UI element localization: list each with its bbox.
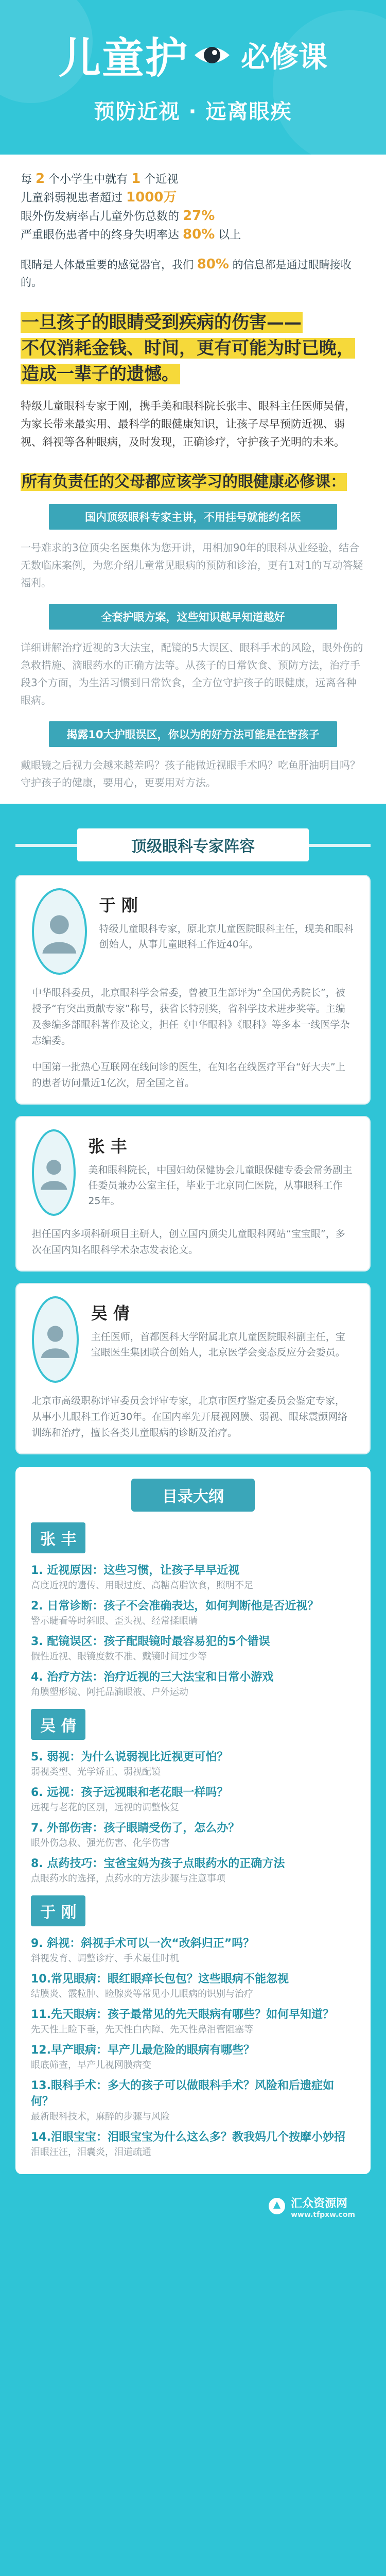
expert-portrait [32,888,87,975]
toc-card [15,1467,371,2174]
benefit-banner: 揭露10大护眼误区，你以为的好方法可能是在害孩子 [49,721,337,747]
toc-item-title: 5. 弱视：为什么说弱视比近视更可怕？ [31,1751,229,1764]
toc-item [31,2128,355,2160]
toc-item-subtitle: 结膜炎、霰粒肿、睑腺炎等常见小儿眼病的识别与治疗 [31,1989,253,1999]
text: 眼睛是人体最重要的感觉器官，我们 [21,259,194,271]
stat-number: 1000万 [126,190,177,205]
benefit-text: 一号难求的3位顶尖名医集体为您开讲，用相加90年的眼科从业经验，结合无数临床案例，为您介绍儿童常见眼病的预防和诊治，更有1对1的互动答疑福利。 [21,541,363,589]
toc-item [31,1855,355,1886]
toc-item-subtitle: 泪眼汪汪，泪囊炎，泪道疏通 [31,2147,151,2158]
toc-item-subtitle: 弱视类型、光学矫正、弱视配镜 [31,1767,161,1777]
toc-item-title: 10.常见眼病：眼红眼痒长包包？这些眼病不能忽视 [31,1973,289,1986]
benefit-banner: 全套护眼方案，这些知识越早知道越好 [49,604,337,630]
intro-paragraph: 特级儿童眼科专家于刚，携手美和眼科院长张丰、眼科主任医师吴倩，为家长带来最实用、最科学的眼健康知识，让孩子尽早预防近视、弱视、斜视等各种眼病，及时发现，正确诊疗，守护孩子光明的未来。 [21,400,356,448]
toc-item [31,1668,355,1700]
expert-title: 主任医师，首都医科大学附属北京儿童医院眼科副主任，宝宝眼医生集团联合创始人，北京医学会变态反应分会委员。 [91,1331,345,1358]
expert-portrait [32,1296,79,1383]
toc-item-title: 3. 配镜误区：孩子配眼镜时最容易犯的5个错误 [31,1635,270,1648]
toc-section [31,1709,355,1886]
text: 每 [21,173,32,186]
toc-item-subtitle: 先天性上睑下垂，先天性白内障、先天性鼻泪管阻塞等 [31,2024,253,2035]
expert-title: 特级儿童眼科专家，原北京儿童医院眼科主任，现美和眼科创始人，从事儿童眼科工作近40年。 [99,923,354,950]
hero-title [0,25,386,85]
toc-item [31,1748,355,1780]
toc-item [31,1819,355,1851]
expert-card [15,875,371,1105]
expert-header [32,1296,354,1383]
toc-item-title: 13.眼科手术：多大的孩子可以做眼科手术？风险和后遗症如何？ [31,2079,334,2108]
expert-title: 美和眼科院长，中国妇幼保健协会儿童眼保健专委会常务副主任委员兼办公室主任，毕业于北京同仁医院，从事眼科工作25年。 [88,1164,353,1207]
slogan [21,310,365,387]
toc-item-subtitle: 高度近视的遗传、用眼过度、高糖高脂饮食，照明不足 [31,1580,253,1591]
person-icon [34,1134,74,1211]
toc-item [31,1935,355,1966]
person-icon [34,1301,77,1378]
benefit-item [21,604,365,709]
expert-bio: 担任国内多项科研项目主研人，创立国内顶尖儿童眼科网站“宝宝眼”，多次在国内知名眼科学术杂志发表论文。 [32,1228,345,1256]
section-title-text: 所有负责任的父母都应该学习的眼健康必修课： [22,473,346,491]
toc-item-subtitle: 眼外伤急救、强光伤害、化学伤害 [31,1838,170,1849]
hero-subtitle: 预防近视 · 远离眼疾 [94,100,292,124]
stat-line-3 [21,207,365,226]
toc-item [31,1597,355,1629]
text: 个近视 [144,173,179,186]
toc-item-title: 1. 近视原因：这些习惯，让孩子早早近视 [31,1564,240,1577]
toc-item-title: 7. 外部伤害：孩子眼睛受伤了，怎么办？ [31,1822,240,1835]
toc-item-title: 4. 治疗方法：治疗近视的三大法宝和日常小游戏 [31,1671,274,1684]
expert-card [15,1283,371,1454]
footer [15,2184,371,2231]
expert-name: 于 刚 [99,895,138,915]
text: 儿童斜弱视患者超过 [21,192,123,205]
experts-header [15,819,371,863]
toc-item-title: 14.泪眼宝宝：泪眼宝宝为什么这么多？教我妈几个按摩小妙招 [31,2131,345,2144]
slogan-line: 不仅消耗金钱、时间，更有可能为时已晚， [22,338,354,359]
toc-section-badge: 吴 倩 [31,1709,85,1740]
toc-item-title: 12.早产眼病：早产儿最危险的眼病有哪些？ [31,2044,255,2057]
watermark-url: www.tfpxw.com [291,2211,355,2219]
experts-section [0,804,386,2241]
toc-item-subtitle: 假性近视、眼镜度数不准、戴镜时间过少等 [31,1651,207,1662]
text: 以上 [218,229,241,242]
watermark-brand: 汇众资源网 [291,2197,348,2210]
stat-number: 1 [131,171,141,187]
toc-item-subtitle: 最新眼科技术，麻醉的步骤与风险 [31,2111,170,2122]
stat-line-4 [21,226,365,244]
toc-item-title: 11.先天眼病：孩子最常见的先天眼病有哪些？如何早知道？ [31,2008,334,2021]
toc-item [31,1562,355,1593]
hero-title-part1: 儿童护 [58,34,188,83]
hero-title-small: 必修课 [241,40,327,74]
toc-item-subtitle: 角膜塑形镜、阿托品滴眼液、户外运动 [31,1687,188,1698]
benefit-banner: 国内顶级眼科专家主讲，不用挂号就能约名医 [49,504,337,530]
toc-section [31,1895,355,2160]
stat-line-2 [21,189,365,207]
toc-item-title: 8. 点药技巧：宝爸宝妈为孩子点眼药水的正确方法 [31,1857,285,1870]
stat-line-1 [21,170,365,189]
expert-bio: 中华眼科委员，北京眼科学会常委，曾被卫生部评为“全国优秀院长”，被授予“有突出贡献专家”称号，获省长特别奖，省科学技术进步奖等。主编及参编多部眼科著作及论文，担任《中华眼科》《眼科》等多本一线医学杂志编委。 [32,987,350,1046]
expert-card [15,1116,371,1272]
slogan-line: 一旦孩子的眼睛受到疾病的伤害—— [22,312,302,333]
experts-title: 顶级眼科专家阵容 [77,828,309,861]
toc-item-subtitle: 点眼药水的选择，点药水的方法步骤与注意事项 [31,1873,225,1884]
toc-item [31,2041,355,2073]
text: 眼外伤发病率占儿童外伤总数的 [21,210,180,223]
stat-number: 80% [197,257,229,272]
text: 的信息都是通过眼睛接收的。 [21,259,352,289]
toc-list [31,1562,355,1700]
stat-number: 80% [183,227,215,242]
intro-note [21,256,365,291]
stat-number: 2 [36,171,45,187]
expert-bio: 北京市高级职称评审委员会评审专家，北京市医疗鉴定委员会鉴定专家，从事小儿眼科工作近30年。在国内率先开展视网膜、弱视、眼球震颤网络训练和治疗，擅长各类儿童眼病的诊断及治疗。 [32,1395,348,1438]
toc-item-title: 2. 日常诊断：孩子不会准确表达，如何判断他是否近视？ [31,1600,319,1613]
toc-list [31,1748,355,1886]
expert-name: 吴 倩 [91,1303,130,1323]
eye-icon [191,35,233,76]
hero-banner [0,0,386,155]
expert-bio: 中国第一批热心互联网在线问诊的医生，在知名在线医疗平台“好大夫”上的患者访问量近1亿次，居全国之首。 [32,1061,345,1089]
toc-item-subtitle: 眼底筛查，早产儿视网膜病变 [31,2060,151,2071]
toc-section [31,1522,355,1700]
toc-item [31,1633,355,1664]
toc-item-subtitle: 斜视发育、调整诊疗、手术最佳时机 [31,1953,179,1964]
toc-title: 目录大纲 [131,1479,255,1512]
watermark-logo [268,2195,355,2219]
toc-item-subtitle: 警示睫看等时斜眼、歪头视、经常揉眼睛 [31,1616,198,1626]
stat-number: 27% [183,208,215,224]
toc-item-title: 9. 斜视：斜视手术可以一次“改斜归正”吗？ [31,1937,255,1950]
intro-block [0,155,386,804]
toc-item [31,2077,355,2124]
slogan-line: 造成一辈子的遗憾。 [22,364,179,384]
logo-icon [268,2197,286,2217]
expert-name: 张 丰 [88,1137,127,1156]
benefit-item [21,721,365,791]
toc-item-subtitle: 远视与老花的区别，远视的调整恢复 [31,1802,179,1813]
toc-item-title: 6. 远视：孩子远视眼和老花眼一样吗？ [31,1786,229,1799]
text: 严重眼伤患者中的终身失明率达 [21,229,180,242]
toc-section-badge: 于 刚 [31,1895,85,1926]
expert-portrait [32,1129,76,1216]
benefit-item [21,504,365,591]
section-title [21,469,365,492]
toc-item [31,1784,355,1815]
expert-header [32,888,354,975]
toc-section-badge: 张 丰 [31,1522,85,1553]
person-icon [34,893,85,970]
toc-list [31,1935,355,2160]
toc-item [31,1970,355,2002]
text: 个小学生中就有 [48,173,128,186]
toc-header [31,1477,355,1513]
expert-header [32,1129,354,1216]
benefit-text: 详细讲解治疗近视的3大法宝，配镜的5大误区、眼科手术的风险，眼外伤的急救措施、滴眼药水的正确方法等。从孩子的日常饮食、预防方法，治疗手段3个方面，为生活习惯到日常饮食，全方位守护孩子的眼健康，远离各种眼病。 [21,641,363,706]
toc-item [31,2006,355,2037]
benefit-text: 戴眼镜之后视力会越来越差吗？孩子能做近视眼手术吗？吃鱼肝油明目吗？守护孩子的健康，要用心，更要用对方法。 [21,759,360,789]
